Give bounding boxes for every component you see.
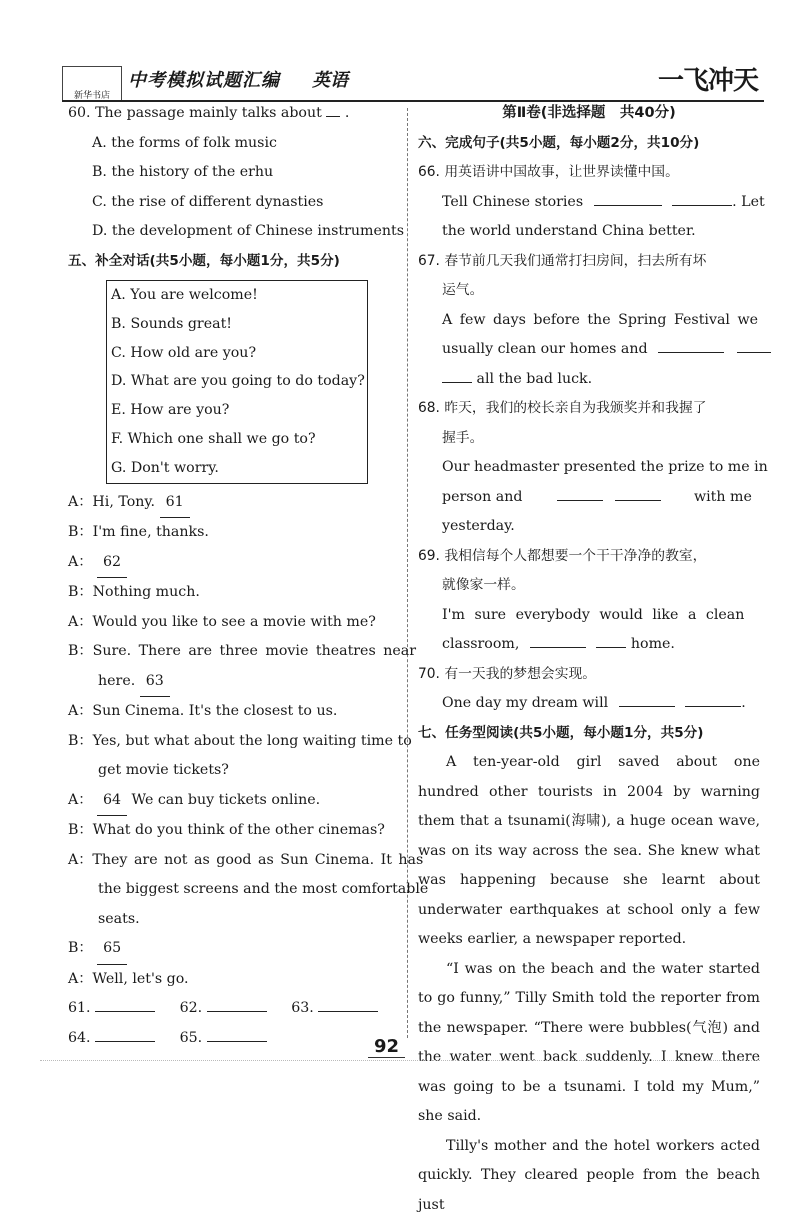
sentence-text: with me <box>694 489 752 505</box>
dialogue-line <box>68 548 402 579</box>
sentence-text: home. <box>631 636 675 652</box>
passage-paragraph: A ten-year-old girl saved about one hundred other tourists in 2004 by warning them that a tsunami(海啸), a huge ocean wave, was on its way across the sea. She knew what was happening because she learnt about underwater earthquakes at school only a few weeks earlier, a newspaper reported. <box>418 748 760 955</box>
footer-rule <box>40 1060 760 1061</box>
question-66-english-cont: the world understand China better. <box>418 217 760 247</box>
question-67-english: A few days before the Spring Festival we <box>418 306 760 336</box>
question-68-chinese-cont: 握手。 <box>418 424 760 454</box>
publisher-logo-text: 新华书店 <box>74 91 110 101</box>
dialogue-line <box>68 667 402 698</box>
question-66-english <box>418 188 760 218</box>
answer-blank-66b[interactable] <box>672 191 732 206</box>
answer-label: 61. <box>68 994 91 1024</box>
section-5-heading: 五、补全对话(共5小题，每小题1分，共5分) <box>68 247 402 277</box>
sentence-text: . <box>741 695 746 711</box>
answer-blank-67c[interactable] <box>442 368 472 383</box>
answer-blank-64[interactable] <box>95 1027 155 1042</box>
dialogue-line: B：Nothing much. <box>68 578 402 608</box>
dialogue-line <box>68 934 402 965</box>
question-69-chinese: 69. 我相信每个人都想要一个干干净净的教室， <box>418 542 760 572</box>
subject-label: 英语 <box>312 66 348 92</box>
section-6-heading: 六、完成句子(共5小题，每小题2分，共10分) <box>418 129 760 159</box>
answer-label: 63. <box>291 994 314 1024</box>
question-67-chinese: 67. 春节前几天我们通常打扫房间，扫去所有坏 <box>418 247 760 277</box>
answer-label: 64. <box>68 1024 91 1054</box>
dialogue-line <box>68 786 402 817</box>
dialogue-text: A：Hi, Tony. <box>68 494 155 510</box>
sentence-text: Tell Chinese stories <box>442 194 583 210</box>
dialogue-line: B：Yes, but what about the long waiting time to <box>68 727 402 757</box>
answer-blank-65[interactable] <box>207 1027 267 1042</box>
answer-blank-67a[interactable] <box>658 338 724 353</box>
reading-passage <box>418 748 760 1220</box>
option-c: C. the rise of different dynasties <box>68 188 402 218</box>
box-option: B. Sounds great! <box>111 310 363 339</box>
sentence-text: all the bad luck. <box>477 371 593 387</box>
sentence-text: person and <box>442 489 522 505</box>
dialogue-options-box <box>106 280 368 484</box>
question-67-english-cont <box>418 335 760 365</box>
answer-blank-68b[interactable] <box>615 486 661 501</box>
publisher-logo <box>62 66 122 102</box>
dialogue-text: A： <box>68 554 92 570</box>
dialogue-text: B：Sure. There are three movie theatres near <box>68 637 416 667</box>
answer-label: 62. <box>180 994 203 1024</box>
box-option: C. How old are you? <box>111 339 363 368</box>
dialogue-line: the biggest screens and the most comfortable <box>68 875 402 905</box>
question-69-english: I'm sure everybody would like a clean <box>418 601 760 631</box>
dialogue-line: A：Would you like to see a movie with me? <box>68 608 402 638</box>
box-option: E. How are you? <box>111 396 363 425</box>
answer-blank-69a[interactable] <box>530 633 586 648</box>
answer-blank-68a[interactable] <box>557 486 603 501</box>
box-option: D. What are you going to do today? <box>111 367 363 396</box>
question-67-english-end <box>418 365 760 395</box>
dialogue-blank-65[interactable]: 65 <box>97 934 127 965</box>
sentence-text: One day my dream will <box>442 695 608 711</box>
part-2-title: 第Ⅱ卷(非选择题 共40分) <box>418 99 760 129</box>
dialogue-line: B：What do you think of the other cinemas? <box>68 816 402 846</box>
dialogue-line: A：Sun Cinema. It's the closest to us. <box>68 697 402 727</box>
answer-blank-70a[interactable] <box>619 692 675 707</box>
page-number: 92 <box>368 1036 405 1058</box>
passage-paragraph: “I was on the beach and the water started to go funny,” Tilly Smith told the reporter from the newspaper. “There were bubbles(气泡) and the water went back suddenly. I knew there was going to be a tsunami. I told my Mum,” she said. <box>418 955 760 1132</box>
answer-blank-63[interactable] <box>318 997 378 1012</box>
sentence-text: classroom, <box>442 636 519 652</box>
answer-row <box>68 994 402 1024</box>
left-column <box>68 99 402 1053</box>
dialogue-blank-61[interactable]: 61 <box>160 488 190 519</box>
answer-label: 65. <box>180 1024 203 1054</box>
question-70-english <box>418 689 760 719</box>
sentence-text: . Let <box>732 194 765 210</box>
answer-blank-69b[interactable] <box>596 633 626 648</box>
dialogue-line: A：Well, let's go. <box>68 965 402 995</box>
question-69-chinese-cont: 就像家一样。 <box>418 571 760 601</box>
answer-row <box>68 1024 402 1054</box>
answer-blank-66a[interactable] <box>594 191 662 206</box>
answer-blank-70b[interactable] <box>685 692 741 707</box>
dialogue-line <box>68 637 402 667</box>
right-column <box>418 99 760 1220</box>
option-a: A. the forms of folk music <box>68 129 402 159</box>
question-68-english-end: yesterday. <box>418 512 760 542</box>
dialogue-blank-63[interactable]: 63 <box>140 667 170 698</box>
answer-blank[interactable] <box>326 102 340 117</box>
sentence-text: usually clean our homes and <box>442 341 648 357</box>
dialogue-blank-62[interactable]: 62 <box>97 548 127 579</box>
dialogue-text: B： <box>68 940 93 956</box>
dialogue-line: get movie tickets? <box>68 756 402 786</box>
dialogue-line: B：I'm fine, thanks. <box>68 518 402 548</box>
question-67-chinese-cont: 运气。 <box>418 276 760 306</box>
dialogue-blank-64[interactable]: 64 <box>97 786 127 817</box>
question-60-stem: 60. The passage mainly talks about <box>68 105 322 121</box>
question-68-english: Our headmaster presented the prize to me in <box>418 453 760 483</box>
dialogue-line: seats. <box>68 905 402 935</box>
book-title: 中考模拟试题汇编 <box>128 66 280 92</box>
question-68-english-cont <box>418 483 760 513</box>
page-header <box>62 62 762 102</box>
question-70-chinese: 70. 有一天我的梦想会实现。 <box>418 660 760 690</box>
question-60: 60. The passage mainly talks about . <box>68 99 402 129</box>
dialogue-text: here. <box>98 673 135 689</box>
section-7-heading: 七、任务型阅读(共5小题，每小题1分，共5分) <box>418 719 760 749</box>
question-68-chinese: 68. 昨天，我们的校长亲自为我颁奖并和我握了 <box>418 394 760 424</box>
box-option: A. You are welcome! <box>111 281 363 310</box>
answer-blank-61[interactable] <box>95 997 155 1012</box>
passage-paragraph: Tilly's mother and the hotel workers acted quickly. They cleared people from the beach just <box>418 1132 760 1220</box>
option-d: D. the development of Chinese instruments <box>68 217 402 247</box>
answer-blank-62[interactable] <box>207 997 267 1012</box>
question-69-english-cont <box>418 630 760 660</box>
dialogue-line <box>68 488 402 519</box>
dialogue-line: A：They are not as good as Sun Cinema. It has <box>68 846 402 876</box>
answer-blank-67b[interactable] <box>737 338 771 353</box>
box-option: F. Which one shall we go to? <box>111 425 363 454</box>
question-66-chinese: 66. 用英语讲中国故事，让世界读懂中国。 <box>418 158 760 188</box>
box-option: G. Don't worry. <box>111 454 363 483</box>
option-b: B. the history of the erhu <box>68 158 402 188</box>
dialogue-text: We can buy tickets online. <box>132 792 321 808</box>
dialogue-text: A： <box>68 792 92 808</box>
series-brand: 一飞冲天 <box>658 60 758 97</box>
